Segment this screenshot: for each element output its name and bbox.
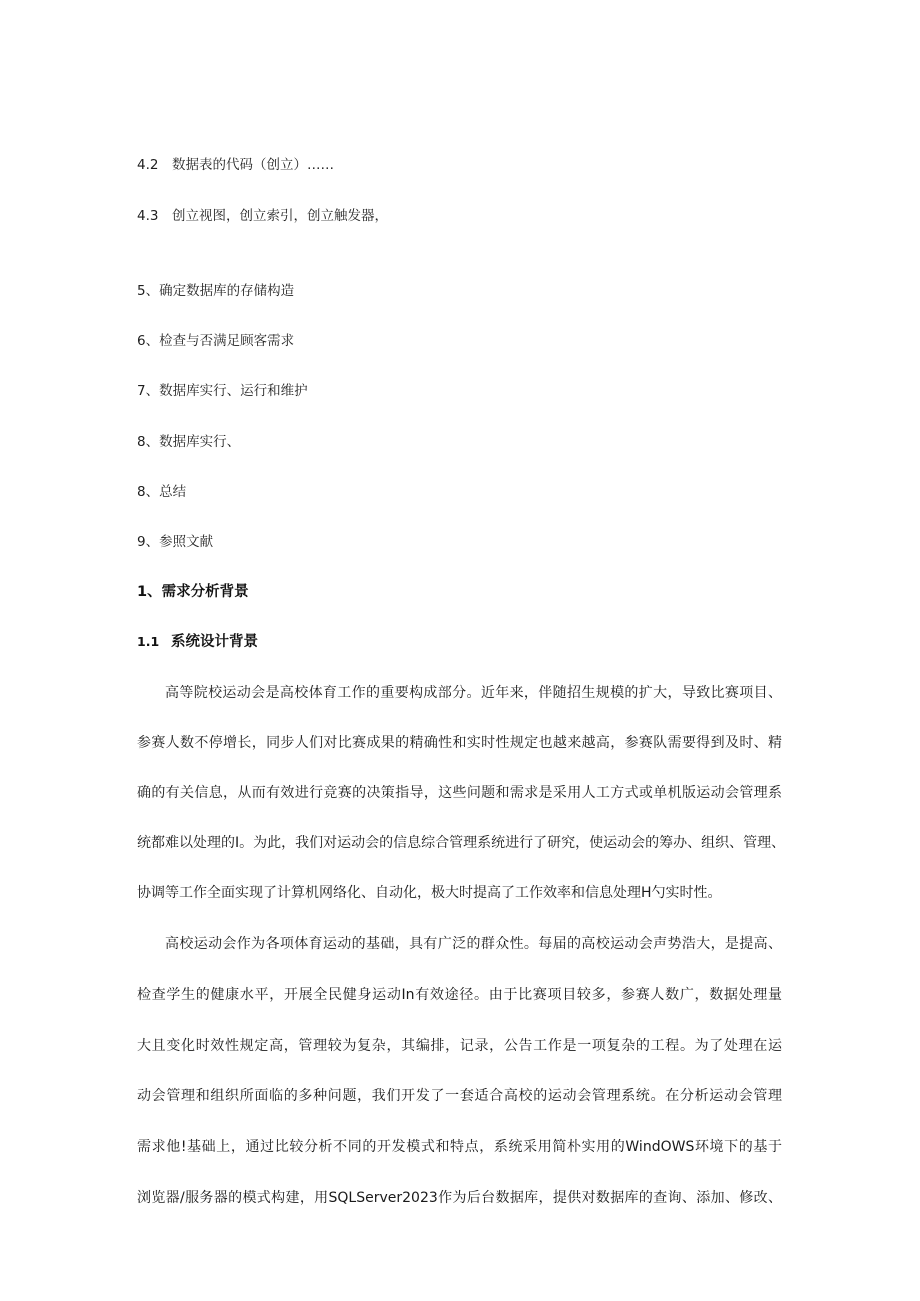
toc-number: 4.3	[137, 208, 159, 224]
toc-item-5	[137, 281, 294, 301]
paragraph-line: 统都难以处理的I。为此，我们对运动会的信息综合管理系统进行了研究，使运动会的筹办、组织、管理、	[137, 835, 786, 851]
toc-text: 、确定数据库的存储构造	[145, 283, 295, 299]
toc-text: 、检查与否满足顾客需求	[145, 333, 295, 349]
toc-number: 8	[137, 434, 146, 450]
toc-item-9	[137, 532, 213, 552]
section-heading-1-1	[137, 632, 258, 652]
paragraph-line: 浏览器/服务器的模式构建，用SQLServer2023作为后台数据库，提供对数据库的查询、添加、修改、	[137, 1190, 782, 1206]
toc-number: 9	[137, 534, 146, 550]
toc-number: 7	[137, 383, 146, 399]
heading-title: 系统设计背景	[171, 634, 258, 650]
paragraph-line: 检查学生的健康水平，开展全民健身运动In有效途径。由于比赛项目较多，参赛人数广，数据处理量	[137, 987, 782, 1003]
toc-text: 、数据库实行、运行和维护	[145, 383, 308, 399]
paragraph-line: 高等院校运动会是高校体育工作的重要构成部分。近年来，伴随招生规模的扩大，导致比赛项目、	[165, 685, 782, 701]
paragraph-line: 协调等工作全面实现了计算机网络化、自动化，极大时提高了工作效率和信息处理H勺实时性。	[137, 885, 722, 901]
toc-number: 8	[137, 484, 146, 500]
toc-text: 创立视图，创立索引，创立触发器，	[172, 208, 388, 224]
heading-number: 1	[137, 584, 148, 600]
toc-item-8a	[137, 432, 240, 452]
toc-number: 6	[137, 333, 146, 349]
paragraph-line: 确的有关信息，从而有效进行竞赛的决策指导，这些问题和需求是采用人工方式或单机版运动会管理系	[137, 785, 782, 801]
paragraph-line: 高校运动会作为各项体育运动的基础，具有广泛的群众性。每届的高校运动会声势浩大，是提高、	[165, 936, 782, 952]
toc-text: 、总结	[145, 484, 187, 500]
paragraph-line: 需求他!基础上，通过比较分析不同的开发模式和特点，系统采用简朴实用的WindOWS环境下的基于	[137, 1139, 782, 1155]
toc-item-4-3	[137, 206, 388, 226]
heading-title: 、需求分析背景	[147, 584, 249, 600]
toc-item-4-2	[137, 155, 334, 175]
toc-item-8b	[137, 482, 186, 502]
toc-number: 5	[137, 283, 146, 299]
toc-text: 数据表的代码（创立）……	[172, 157, 334, 173]
toc-item-7	[137, 381, 308, 401]
paragraph-line: 大且变化时效性规定高，管理较为复杂，其编排，记录，公告工作是一项复杂的工程。为了处理在运	[137, 1038, 782, 1054]
toc-item-6	[137, 331, 294, 351]
paragraph-line: 动会管理和组织所面临的多种问题，我们开发了一套适合高校的运动会管理系统。在分析运动会管理	[137, 1088, 782, 1104]
toc-number: 4.2	[137, 157, 159, 173]
toc-text: 、数据库实行、	[145, 434, 241, 450]
toc-text: 、参照文献	[145, 534, 214, 550]
section-heading-1	[137, 582, 249, 602]
paragraph-line: 参赛人数不停增长，同步人们对比赛成果的精确性和实时性规定也越来越高，参赛队需要得到及时、精	[137, 735, 782, 751]
heading-number: 1.1	[137, 634, 160, 649]
